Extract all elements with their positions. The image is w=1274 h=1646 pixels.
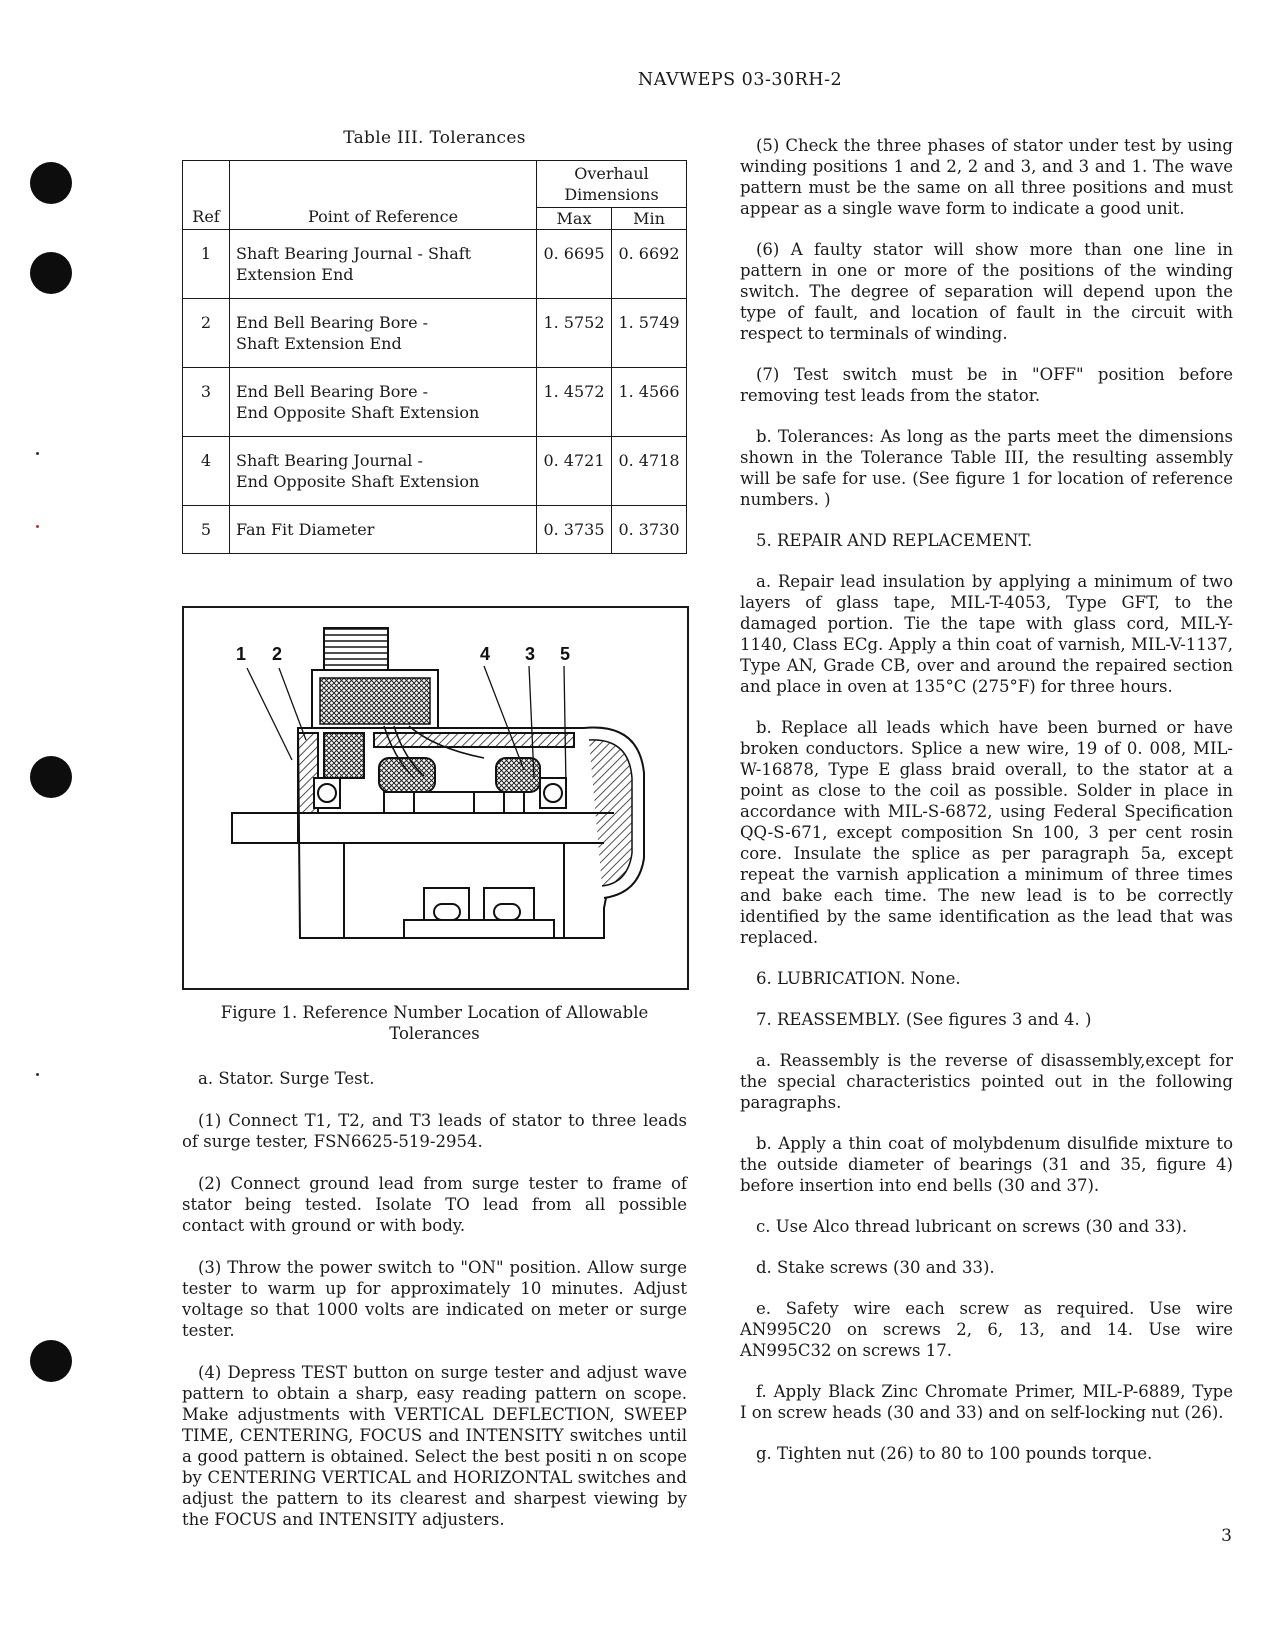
figure-caption-line: Tolerances [389,1024,480,1043]
callout-label: 3 [525,644,536,664]
cell-min: 0. 4718 [612,437,687,506]
cell-point [230,299,537,368]
point-line: Fan Fit Diameter [236,520,375,539]
cell-ref: 4 [183,437,230,506]
paragraph: a. Repair lead insulation by applying a minimum of two layers of glass tape, MIL-T-4053, Type GFT, to the damaged portion. Tie the tape with glass cord, MIL-Y-1140, Class ECg. Apply a thin coat of varnish, MIL-V-1137, Type AN, Grade CB, over and around the repaired section and place in oven at 135°C (275°F) for three hours. [740,572,1233,696]
paragraph: a. Stator. Surge Test. [198,1069,375,1088]
table-header-row [183,161,687,208]
cell-point [230,230,537,299]
table-row [183,506,687,554]
cell-point [230,368,537,437]
section-heading: 5. REPAIR AND REPLACEMENT. [756,531,1033,550]
point-line: End Opposite Shaft Extension [236,403,480,422]
punch-hole-2 [30,252,72,294]
figure-caption [182,1002,687,1044]
header-ref: Ref [183,161,230,230]
callout-label: 4 [480,644,491,664]
paragraph: b. Tolerances: As long as the parts meet the dimensions shown in the Tolerance Table III, the resulting assembly will be safe for use. (See figure 1 for location of reference numbers. ) [740,427,1233,509]
paragraph: (5) Check the three phases of stator under test by using winding positions 1 and 2, 2 and 3, and 3 and 1. The wave pattern must be the same on all three positions and must appear as a single wave form to indicate a good unit. [740,136,1233,218]
table-row [183,299,687,368]
page-number: 3 [1221,1526,1232,1546]
paragraph: b. Apply a thin coat of molybdenum disulfide mixture to the outside diameter of bearings (31 and 35, figure 4) before insertion into end bells (30 and 37). [740,1134,1233,1195]
header-point-of-reference: Point of Reference [230,161,537,230]
point-line: End Opposite Shaft Extension [236,472,480,491]
paragraph: f. Apply Black Zinc Chromate Primer, MIL-P-6889, Type I on screw heads (30 and 33) and on self-locking nut (26). [740,1382,1233,1422]
cell-min: 1. 4566 [612,368,687,437]
punch-hole-4 [30,1340,72,1382]
callout-label: 2 [272,644,283,664]
callout-label: 5 [560,644,571,664]
point-line: End Bell Bearing Bore - [236,313,429,332]
paragraph: (6) A faulty stator will show more than one line in pattern in one or more of the positions of the winding switch. The degree of separation will depend upon the type of fault, and location of fault in the circuit with respect to terminals of winding. [740,240,1233,343]
cell-max: 0. 3735 [537,506,612,554]
paragraph: c. Use Alco thread lubricant on screws (30 and 33). [756,1217,1188,1236]
table-caption: Table III. Tolerances [343,128,526,148]
paragraph: g. Tighten nut (26) to 80 to 100 pounds torque. [756,1444,1153,1463]
paragraph: b. Replace all leads which have been burned or have broken conductors. Splice a new wire, 19 of 0. 008, MIL-W-16878, Type E glass braid overall, to the stator at a point as close to the coil as possible. Solder in place in accordance with MIL-S-6872, using Federal Specification QQ-S-671, except composition Sn 100, 3 per cent rosin core. Insulate the splice as per paragraph 5a, except repeat the varnish application a minimum of three times and bake each time. The new lead is to be correctly identified by the same identification as the lead that was replaced. [740,718,1233,947]
paragraph: (1) Connect T1, T2, and T3 leads of stator to three leads of surge tester, FSN6625-519-2954. [182,1111,687,1151]
cell-ref: 5 [183,506,230,554]
margin-speck [36,452,39,455]
cell-max: 1. 4572 [537,368,612,437]
cell-min: 0. 6692 [612,230,687,299]
cell-ref: 1 [183,230,230,299]
punch-hole-1 [30,162,72,204]
motor-cutaway-drawing [184,608,687,988]
paragraph: d. Stake screws (30 and 33). [756,1258,995,1277]
paragraph: a. Reassembly is the reverse of disassembly,except for the special characteristics pointed out in the following paragraphs. [740,1051,1233,1112]
paragraph: (7) Test switch must be in "OFF" position before removing test leads from the stator. [740,365,1233,405]
punch-hole-3 [30,756,72,798]
margin-speck [36,525,39,528]
point-line: Extension End [236,265,354,284]
left-column [182,128,687,1530]
paragraph: (3) Throw the power switch to "ON" position. Allow surge tester to warm up for approximately 10 minutes. Adjust voltage so that 1000 volts are indicated on meter or surge tester. [182,1258,687,1340]
figure-caption-line: Figure 1. Reference Number Location of Allowable [220,1003,649,1022]
table-row [183,368,687,437]
paragraph: e. Safety wire each screw as required. Use wire AN995C20 on screws 2, 6, 13, and 14. Use wire AN995C32 on screws 17. [740,1299,1233,1360]
cell-point [230,506,537,554]
section-heading: 7. REASSEMBLY. (See figures 3 and 4. ) [756,1010,1092,1029]
right-column [740,135,1233,1464]
cell-max: 0. 6695 [537,230,612,299]
callout-label: 1 [236,644,247,664]
cell-min: 0. 3730 [612,506,687,554]
margin-speck [36,1073,39,1076]
tolerances-table [182,160,687,554]
cell-ref: 2 [183,299,230,368]
point-line: Shaft Bearing Journal - [236,451,423,470]
header-max: Max [537,208,612,230]
document-number: NAVWEPS 03-30RH-2 [637,70,843,90]
section-heading: 6. LUBRICATION. None. [756,969,961,988]
cell-max: 1. 5752 [537,299,612,368]
header-overhaul-dimensions: Overhaul Dimensions [537,161,687,208]
figure-1 [182,606,689,990]
cell-min: 1. 5749 [612,299,687,368]
paragraph: (4) Depress TEST button on surge tester and adjust wave pattern to obtain a sharp, easy reading pattern on scope. Make adjustments with VERTICAL DEFLECTION, SWEEP TIME, CENTERING, FOCUS and INTENSITY switches until a good pattern is obtained. Select the best positi n on scope by CENTERING VERTICAL and HORIZONTAL switches and adjust the pattern to its clearest and sharpest viewing by the FOCUS and INTENSITY adjusters. [182,1363,687,1529]
paragraph: (2) Connect ground lead from surge tester to frame of stator being tested. Isolate TO lead from all possible contact with ground or with body. [182,1174,687,1235]
point-line: Shaft Bearing Journal - Shaft [236,244,472,263]
cell-point [230,437,537,506]
cell-max: 0. 4721 [537,437,612,506]
table-row [183,230,687,299]
table-row [183,437,687,506]
cell-ref: 3 [183,368,230,437]
point-line: End Bell Bearing Bore - [236,382,429,401]
header-min: Min [612,208,687,230]
point-line: Shaft Extension End [236,334,402,353]
